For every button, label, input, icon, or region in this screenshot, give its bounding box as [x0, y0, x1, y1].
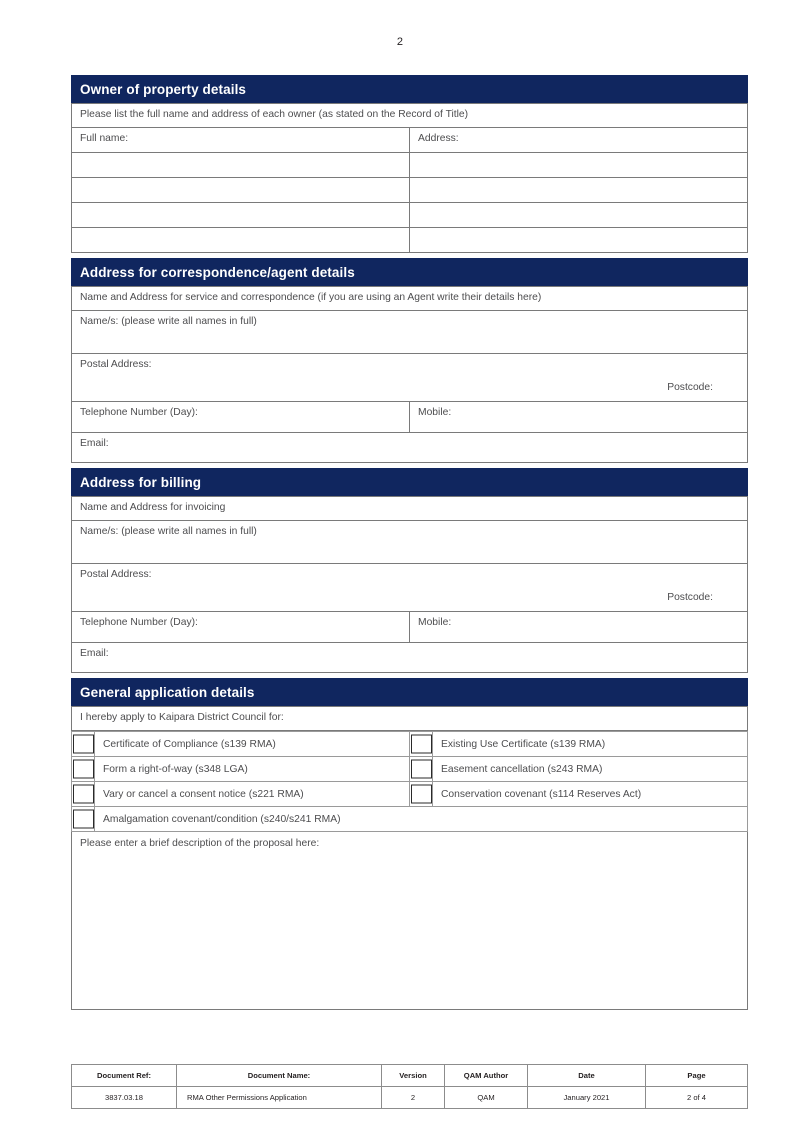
checkbox-cell-amalgamation-covenant[interactable] — [72, 807, 95, 832]
table-row — [72, 153, 748, 178]
checkbox-cell-easement-cancellation[interactable] — [410, 757, 433, 782]
section-header-owner: Owner of property details — [71, 75, 748, 103]
proposal-description-field[interactable] — [71, 832, 748, 1010]
owner-col-fullname-header: Full name: — [72, 128, 410, 153]
checkbox-existing-use-certificate[interactable] — [411, 735, 432, 754]
general-intro-text: I hereby apply to Kaipara District Council for: — [72, 707, 748, 731]
owner-fullname-input-1[interactable] — [72, 153, 410, 178]
owner-instruction: Please list the full name and address of each owner (as stated on the Record of Title) — [72, 104, 748, 128]
correspondence-postal-label: Postal Address: — [80, 359, 152, 370]
footer-value-date: January 2021 — [528, 1087, 646, 1109]
table-row — [72, 228, 748, 253]
owner-address-input-1[interactable] — [410, 153, 748, 178]
checkbox-conservation-covenant[interactable] — [411, 785, 432, 804]
table-row — [72, 707, 748, 731]
footer-header-document-ref: Document Ref: — [72, 1065, 177, 1087]
footer-value-document-ref: 3837.03.18 — [72, 1087, 177, 1109]
checkbox-cell-certificate-of-compliance[interactable] — [72, 732, 95, 757]
checkbox-easement-cancellation[interactable] — [411, 760, 432, 779]
correspondence-names-field[interactable]: Name/s: (please write all names in full) — [72, 311, 748, 354]
checkbox-cell-existing-use-certificate[interactable] — [410, 732, 433, 757]
checkbox-vary-consent-notice[interactable] — [73, 785, 94, 804]
footer-value-qam-author: QAM — [445, 1087, 528, 1109]
footer-value-document-name: RMA Other Permissions Application — [177, 1087, 382, 1109]
table-row — [72, 104, 748, 128]
document-control-footer — [71, 1064, 748, 1109]
owner-address-input-4[interactable] — [410, 228, 748, 253]
table-row — [72, 1087, 748, 1109]
option-label-easement-cancellation[interactable]: Easement cancellation (s243 RMA) — [433, 757, 748, 782]
table-row — [72, 311, 748, 354]
table-row — [72, 757, 748, 782]
owner-fullname-input-2[interactable] — [72, 178, 410, 203]
footer-header-qam-author: QAM Author — [445, 1065, 528, 1087]
owner-col-address-header: Address: — [410, 128, 748, 153]
billing-names-field[interactable]: Name/s: (please write all names in full) — [72, 521, 748, 564]
section-header-general: General application details — [71, 678, 748, 706]
checkbox-form-right-of-way[interactable] — [73, 760, 94, 779]
correspondence-mobile-field[interactable]: Mobile: — [410, 402, 748, 433]
table-row — [72, 203, 748, 228]
table-row — [72, 564, 748, 612]
table-row — [72, 732, 748, 757]
billing-postcode-label: Postcode: — [667, 591, 713, 603]
billing-email-field[interactable]: Email: — [72, 643, 748, 673]
footer-header-page: Page — [646, 1065, 748, 1087]
form-area — [71, 75, 748, 1010]
table-row — [72, 402, 748, 433]
billing-telephone-field[interactable]: Telephone Number (Day): — [72, 612, 410, 643]
billing-instruction: Name and Address for invoicing — [72, 497, 748, 521]
section-header-billing: Address for billing — [71, 468, 748, 496]
billing-postal-label: Postal Address: — [80, 569, 152, 580]
correspondence-email-field[interactable]: Email: — [72, 433, 748, 463]
option-label-certificate-of-compliance[interactable]: Certificate of Compliance (s139 RMA) — [95, 732, 410, 757]
checkbox-certificate-of-compliance[interactable] — [73, 735, 94, 754]
footer-header-date: Date — [528, 1065, 646, 1087]
checkbox-cell-form-right-of-way[interactable] — [72, 757, 95, 782]
billing-postal-field[interactable] — [72, 564, 748, 612]
owner-details-table — [71, 103, 748, 253]
correspondence-instruction: Name and Address for service and correspondence (if you are using an Agent write their details here) — [72, 287, 748, 311]
table-row — [72, 782, 748, 807]
table-row — [72, 612, 748, 643]
correspondence-telephone-field[interactable]: Telephone Number (Day): — [72, 402, 410, 433]
owner-fullname-input-3[interactable] — [72, 203, 410, 228]
general-intro-table — [71, 706, 748, 731]
table-row — [72, 1065, 748, 1087]
footer-value-page: 2 of 4 — [646, 1087, 748, 1109]
table-row — [72, 128, 748, 153]
checkbox-amalgamation-covenant[interactable] — [73, 810, 94, 829]
correspondence-details-table — [71, 286, 748, 463]
table-row — [72, 287, 748, 311]
proposal-description-label: Please enter a brief description of the proposal here: — [80, 838, 320, 849]
billing-mobile-field[interactable]: Mobile: — [410, 612, 748, 643]
footer-table — [71, 1064, 748, 1109]
owner-address-input-3[interactable] — [410, 203, 748, 228]
owner-fullname-input-4[interactable] — [72, 228, 410, 253]
section-header-correspondence: Address for correspondence/agent details — [71, 258, 748, 286]
footer-value-version: 2 — [382, 1087, 445, 1109]
application-type-options-table — [71, 731, 748, 832]
option-label-vary-consent-notice[interactable]: Vary or cancel a consent notice (s221 RMA) — [95, 782, 410, 807]
correspondence-postcode-label: Postcode: — [667, 381, 713, 393]
correspondence-postal-field[interactable] — [72, 354, 748, 402]
table-row — [72, 354, 748, 402]
table-row — [72, 433, 748, 463]
option-label-form-right-of-way[interactable]: Form a right-of-way (s348 LGA) — [95, 757, 410, 782]
table-row — [72, 178, 748, 203]
owner-address-input-2[interactable] — [410, 178, 748, 203]
option-label-conservation-covenant[interactable]: Conservation covenant (s114 Reserves Act) — [433, 782, 748, 807]
footer-header-version: Version — [382, 1065, 445, 1087]
option-label-amalgamation-covenant[interactable]: Amalgamation covenant/condition (s240/s241 RMA) — [95, 807, 748, 832]
table-row — [72, 643, 748, 673]
checkbox-cell-vary-consent-notice[interactable] — [72, 782, 95, 807]
table-row — [72, 807, 748, 832]
option-label-existing-use-certificate[interactable]: Existing Use Certificate (s139 RMA) — [433, 732, 748, 757]
page-number: 2 — [396, 36, 404, 48]
checkbox-cell-conservation-covenant[interactable] — [410, 782, 433, 807]
table-row — [72, 521, 748, 564]
billing-details-table — [71, 496, 748, 673]
table-row — [72, 497, 748, 521]
footer-header-document-name: Document Name: — [177, 1065, 382, 1087]
